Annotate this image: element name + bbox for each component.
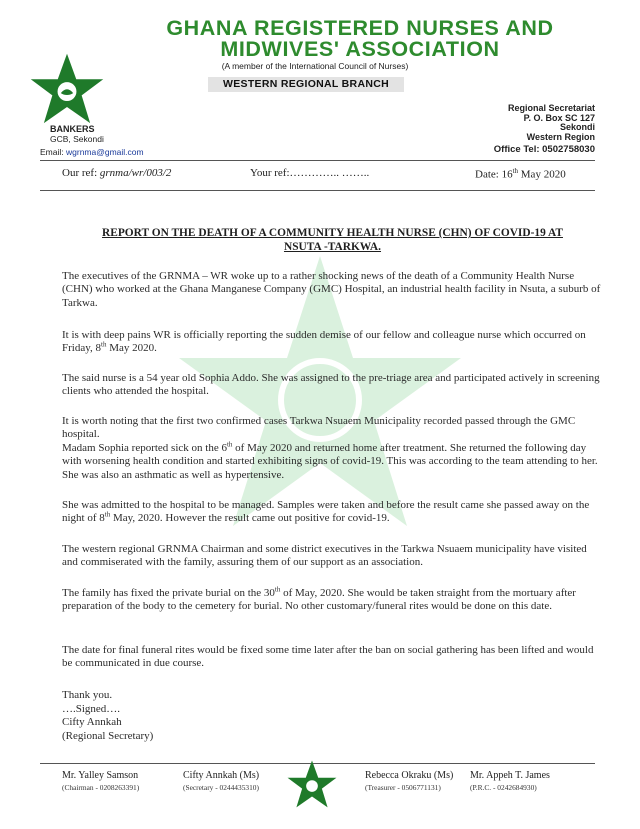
email-label: Email: bbox=[40, 147, 64, 157]
secretariat-label: Regional Secretariat bbox=[507, 103, 595, 113]
our-ref-value: grnma/wr/003/2 bbox=[99, 167, 172, 179]
bankers-info bbox=[50, 124, 104, 144]
paragraph-5 bbox=[62, 442, 602, 482]
bankers-label: BANKERS bbox=[50, 124, 95, 134]
paragraph-8-sup: th bbox=[274, 585, 281, 594]
paragraph-1: The executives of the GRNMA – WR woke up to a rather shocking news of the death of a Community Health Nurse (CHN) who worked at the Ghana Manganese Company (GMC) Hospital, an industrial health facility in Nsuta, a suburb of Tarkwa. bbox=[62, 270, 601, 309]
paragraph-7: The western regional GRNMA Chairman and some district executives in the Tarkwa Nsuaem municipality have visited and commiserated with the family, assuring them of our support as an association. bbox=[62, 543, 587, 569]
paragraph-8-a: The family has fixed the private burial on the 30 bbox=[62, 587, 275, 599]
report-title-line2: NSUTA -TARKWA. bbox=[283, 241, 382, 253]
paragraph-2-b: May 2020. bbox=[106, 342, 157, 355]
signed-text: ….Signed…. bbox=[62, 702, 121, 715]
report-title bbox=[70, 226, 595, 254]
region: Western Region bbox=[526, 131, 595, 142]
signatory-name: Mr. Yalley Samson bbox=[62, 770, 139, 781]
letter-date bbox=[475, 167, 566, 181]
signatory-role: (Treasurer - 0506771131) bbox=[365, 783, 441, 792]
paragraph-2-a: It is with deep pains WR is officially reporting the sudden demise of our fellow and colleague nurse which occurred on Friday, 8 bbox=[62, 329, 586, 355]
signatory-name: Rebecca Okraku (Ms) bbox=[365, 770, 454, 781]
branch-banner: WESTERN REGIONAL BRANCH bbox=[208, 77, 404, 92]
signatory-role: (P.R.C. - 0242684930) bbox=[470, 783, 537, 792]
paragraph-6-b: May, 2020. However the result came out positive for covid-19. bbox=[110, 512, 390, 525]
signature-block bbox=[62, 689, 602, 743]
organization-name-line1: GHANA REGISTERED NURSES AND bbox=[166, 16, 554, 40]
footer-star-logo bbox=[286, 760, 338, 810]
date-rest: May 2020 bbox=[518, 168, 566, 181]
organization-subtitle: (A member of the International Council of Nurses) bbox=[221, 61, 409, 71]
signer-name: Cifty Annkah bbox=[62, 716, 122, 729]
organization-name bbox=[100, 18, 620, 60]
signer-role: (Regional Secretary) bbox=[62, 729, 154, 742]
paragraph-6-a: She was admitted to the hospital to be managed. Samples were taken and before the result came she passed away on the night of 8 bbox=[62, 499, 590, 525]
footer-signatory-treasurer bbox=[365, 770, 453, 792]
paragraph-5-a: Madam Sophia reported sick on the 6 bbox=[62, 442, 227, 454]
paragraph-4: It is worth noting that the first two confirmed cases Tarkwa Nsuaem Municipality recorded passed through the GMC hospital. bbox=[62, 415, 576, 441]
report-title-line1: REPORT ON THE DEATH OF A COMMUNITY HEALTH NURSE (CHN) OF COVID-19 AT bbox=[102, 227, 563, 239]
paragraph-5-sup: th bbox=[226, 440, 233, 449]
association-star-logo bbox=[28, 53, 106, 127]
secretariat-address bbox=[494, 104, 595, 155]
email-address: wgrnma@gmail.com bbox=[66, 147, 144, 157]
paragraph-6-sup: th bbox=[104, 510, 111, 519]
paragraph-2 bbox=[62, 329, 602, 356]
paragraph-3: The said nurse is a 54 year old Sophia Addo. She was assigned to the pre-triage area and participated actively in screening clients who attended the hospital. bbox=[62, 372, 600, 398]
reference-divider bbox=[40, 190, 595, 191]
signatory-name: Cifty Annkah (Ms) bbox=[183, 770, 260, 781]
footer-signatory-prc bbox=[470, 770, 550, 792]
paragraph-8 bbox=[62, 587, 602, 614]
date-sup: th bbox=[512, 167, 519, 175]
our-reference bbox=[62, 167, 171, 179]
paragraph-5-b: of May 2020 and returned home after treatment. She returned the following day with worsening health condition and started exhibiting signs of covid-19. This was according to the team attending to her. She was also an asthmatic as well as hypertensive. bbox=[62, 442, 598, 481]
paragraph-2-sup: th bbox=[101, 340, 107, 349]
organization-name-line2: MIDWIVES' ASSOCIATION bbox=[220, 37, 500, 61]
footer-signatory-chairman bbox=[62, 770, 139, 792]
closing-text: Thank you. bbox=[62, 689, 113, 701]
signatory-name: Mr. Appeh T. James bbox=[470, 770, 550, 781]
bankers-value: GCB, Sekondi bbox=[50, 134, 104, 144]
office-telephone: Office Tel: 0502758030 bbox=[493, 144, 595, 155]
signatory-role: (Chairman - 0208263391) bbox=[62, 783, 140, 792]
signatory-role: (Secretary - 0244435310) bbox=[183, 783, 259, 792]
email-line bbox=[40, 147, 144, 157]
paragraph-6 bbox=[62, 499, 602, 526]
our-ref-label: Our ref: bbox=[62, 167, 98, 179]
header-divider bbox=[40, 160, 595, 161]
po-box: P. O. Box SC 127 bbox=[523, 112, 595, 123]
date-label: Date: 16 bbox=[475, 168, 513, 181]
town: Sekondi bbox=[559, 122, 595, 132]
paragraph-9: The date for final funeral rites would be fixed some time later after the ban on social gathering has been lifted and would be communicated in due course. bbox=[62, 644, 594, 670]
paragraph-8-b: of May, 2020. She would be taken straight from the mortuary after preparation of the body to the cemetery for burial. No other customary/funeral rites would be done on this date. bbox=[62, 587, 576, 613]
your-reference: Your ref:………….. …….. bbox=[250, 167, 370, 179]
footer-signatory-secretary bbox=[183, 770, 259, 792]
